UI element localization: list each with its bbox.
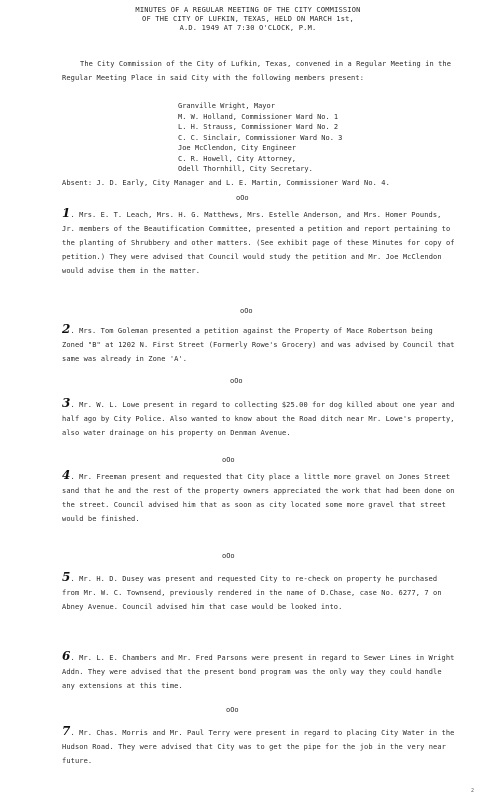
item-1: 1. Mrs. E. T. Leach, Mrs. H. G. Matthews, Mrs. Estelle Anderson, and Mrs. Homer Pounds, Jr. members of the Beautification Committee, presented a petition and report pertaining to the planting of Shrubbery and other matters. (See exhibit page of these Minutes for copy of petition.) They were advised that Council would study the petition and Mr. Joe McClendon would advise them in the matter. xyxy=(62,206,455,275)
member-entry: C. R. Howell, City Attorney, xyxy=(178,154,297,163)
item-text: Mrs. E. T. Leach, Mrs. H. G. Matthews, Mrs. Estelle Anderson, and Mrs. Homer Pounds, Jr. members of the Beautification Committee, presented a petition and report pertaining to the planting of Shrubbery and other matters. (See exhibit page of these Minutes for copy of petition.) They were advised that Council would study the petition and Mr. Joe McClendon would advise them in the matter. xyxy=(62,211,455,275)
item-6: 6. Mr. L. E. Chambers and Mr. Fred Parsons were present in regard to Sewer Lines in Wright Addn. They were advised that the present bond program was the only way they could handle any extensions at this time. xyxy=(62,649,455,690)
item-number: 7 xyxy=(62,724,71,738)
item-text: Mr. L. E. Chambers and Mr. Fred Parsons were present in regard to Sewer Lines in Wright Addn. They were advised that the present bond program was the only way they could handle any extensions at this time. xyxy=(62,654,455,690)
separator: oOo xyxy=(240,307,253,315)
item-number: 5 xyxy=(62,570,71,584)
member-entry: L. H. Strauss, Commissioner Ward No. 2 xyxy=(178,123,339,131)
absent-line: Absent: J. D. Early, City Manager and L. E. Martin, Commissioner Ward No. 4. xyxy=(62,179,390,187)
item-number: 3 xyxy=(62,396,71,410)
member-entry: C. C. Sinclair, Commissioner Ward No. 3 xyxy=(178,133,343,142)
item-text: Mr. Freeman present and requested that City place a little more gravel on Jones Street sand that he and the rest of the property owners appreciated the work that had been done on the street. Council advised him that as soon as city located some more gravel that street would be finished. xyxy=(62,473,455,523)
item-number: 2 xyxy=(62,322,71,336)
member-entry: Odell Thornhill, City Secretary. xyxy=(178,165,313,173)
item-3: 3. Mr. W. L. Lowe present in regard to collecting $25.00 for dog killed about one year and half ago by City Police. Also wanted to know about the Road ditch near Mr. Lowe's property, also water drainage on his property on Denman Avenue. xyxy=(62,396,455,437)
item-2: 2. Mrs. Tom Goleman presented a petition against the Property of Mace Robertson being Zoned "B" at 1202 N. First Street (Formerly Rowe's Grocery) and was advised by Council that same was already in Zone 'A'. xyxy=(62,322,455,363)
item-text: Mr. W. L. Lowe present in regard to collecting $25.00 for dog killed about one year and half ago by City Police. Also wanted to know about the Road ditch near Mr. Lowe's property, also water drainage on his property on Denman Avenue. xyxy=(62,401,455,437)
members-list xyxy=(178,101,342,175)
separator: oOo xyxy=(230,377,243,385)
member-entry: Joe McClendon, City Engineer xyxy=(178,144,297,152)
item-text: Mrs. Tom Goleman presented a petition against the Property of Mace Robertson being Zoned "B" at 1202 N. First Street (Formerly Rowe's Grocery) and was advised by Council that same was already in Zone 'A'. xyxy=(62,327,455,363)
item-5: 5. Mr. H. D. Dusey was present and requested City to re-check on property he purchased from Mr. W. C. Townsend, previously rendered in the name of D.Chase, case No. 6277, 7 on Abney Avenue. Council advised him that case would be looked into. xyxy=(62,570,442,611)
separator: oOo xyxy=(226,706,239,714)
item-text: Mr. Chas. Morris and Mr. Paul Terry were present in regard to placing City Water in the Hudson Road. They were advised that City was to get the pipe for the job in the very near future. xyxy=(62,729,455,765)
item-number: 4 xyxy=(62,468,71,482)
header-line-2: OF THE CITY OF LUFKIN, TEXAS, HELD ON MARCH 1st, xyxy=(142,15,354,23)
item-7: 7. Mr. Chas. Morris and Mr. Paul Terry were present in regard to placing City Water in the Hudson Road. They were advised that City was to get the pipe for the job in the very near future. xyxy=(62,724,455,765)
item-4: 4. Mr. Freeman present and requested that City place a little more gravel on Jones Street sand that he and the rest of the property owners appreciated the work that had been done on the street. Council advised him that as soon as city located some more gravel that street would be finished. xyxy=(62,468,455,523)
item-number: 6 xyxy=(62,649,71,663)
header-line-1: MINUTES OF A REGULAR MEETING OF THE CITY COMMISSION xyxy=(135,6,361,14)
item-text: Mr. H. D. Dusey was present and requested City to re-check on property he purchased from Mr. W. C. Townsend, previously rendered in the name of D.Chase, case No. 6277, 7 on Abney Avenue. Council advised him that case would be looked into. xyxy=(62,575,442,611)
separator: oOo xyxy=(236,194,249,202)
item-number: 1 xyxy=(62,206,71,220)
separator: oOo xyxy=(222,552,235,560)
header-line-3: A.D. 1949 AT 7:30 O'CLOCK, P.M. xyxy=(179,24,317,32)
separator: oOo xyxy=(222,456,235,464)
member-entry: M. W. Holland, Commissioner Ward No. 1 xyxy=(178,112,339,121)
member-entry: Granville Wright, Mayor xyxy=(178,102,275,110)
page-number: 2 xyxy=(470,788,474,794)
minutes-header xyxy=(118,6,378,33)
intro-paragraph: The City Commission of the City of Lufkin, Texas, convened in a Regular Meeting in the Regular Meeting Place in said City with the following members present: xyxy=(62,60,452,82)
